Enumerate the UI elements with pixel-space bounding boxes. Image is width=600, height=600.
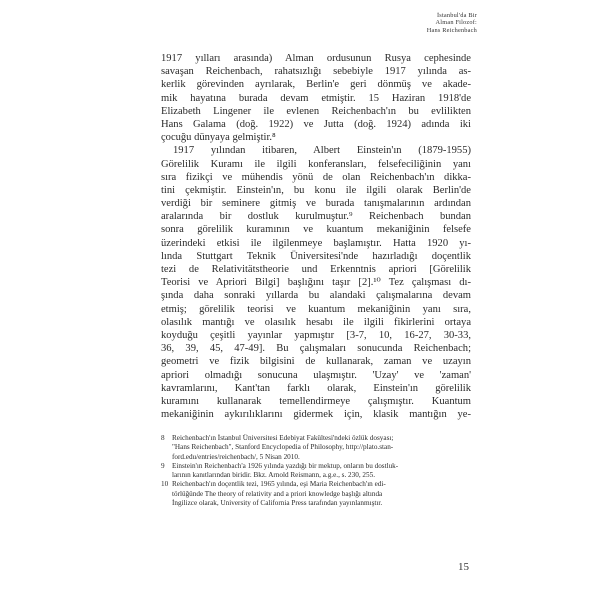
footnote-line: törlüğünde The theory of relativity and a priori knowledge başlığı altında — [172, 489, 383, 498]
text-line: Hans Galama (doğ. 1922) ve Jutta (doğ. 1924) adında iki — [161, 118, 471, 130]
page-number: 15 — [458, 561, 469, 573]
text-line: mekaniğinin aykırılıklarını gidermek için, klasik mantığın ye- — [161, 409, 471, 421]
footnotes — [161, 434, 471, 508]
footnote — [161, 434, 471, 462]
text-line: çocuğu dünyaya gelmiştir.⁸ — [161, 132, 276, 144]
text-line: olasılık mantığı ve olasılık hesabı ile ilgili fikirlerini ortaya — [161, 316, 471, 328]
running-header-line: İstanbul'da Bir — [437, 12, 477, 19]
text-line: verdiği bir seminere gitmiş ve burada tanışmalarının ardından — [161, 198, 471, 210]
text-line: geometri ve fizik bilgisini de kullanarak, zaman ve uzayın — [161, 356, 471, 368]
running-header — [427, 12, 477, 34]
footnote — [161, 462, 471, 481]
footnote-line: İngilizce olarak, University of California Press tarafından yayınlanmıştır. — [172, 499, 383, 508]
footnote-line: larının kanıtlarından biridir. Bkz. Arnold Reismann, a.g.e., s. 230, 255. — [172, 471, 376, 480]
text-line: kerlik görevinden ayrılarak, Berlin'e geri dönmüş ve akade- — [161, 79, 471, 91]
text-line: sıra fizikçi ve mühendis yönü de olan Reichenbach'ın dikka- — [161, 171, 471, 183]
text-line: Görelilik Kuramı ile ilgili konferansları, felsefeciliğinin yanı — [161, 158, 471, 170]
body-text — [161, 52, 471, 421]
footnote-line: ford.edu/entries/reichenbach/, 5 Nisan 2010. — [172, 452, 300, 461]
text-line: apriori olmadığı sonucuna ulaşmıştır. 'Uzay' ve 'zaman' — [161, 369, 471, 381]
text-line: 1917 yılından itibaren, Albert Einstein'ın (1879-1955) — [173, 145, 471, 157]
footnote-line: "Hans Reichenbach", Stanford Encyclopedia of Philosophy, http://plato.stan- — [172, 443, 394, 452]
footnote — [161, 480, 471, 508]
text-line: savaşan Reichenbach, rahatsızlığı sebebiyle 1917 yılında as- — [161, 66, 471, 78]
text-line: üzerindeki etkisi ile ilgilenmeye başlamıştır. Hatta 1920 yı- — [161, 237, 471, 249]
text-line: Elizabeth Lingener ile evlenen Reichenbach'ın bu evlilikten — [161, 105, 471, 117]
footnote-line: Reichenbach'ın doçentlik tezi, 1965 yılında, eşi Maria Reichenbach'ın edi- — [172, 480, 386, 489]
text-line: kuramını kullanarak temellendirmeye çalışmıştır. Kuantum — [161, 395, 471, 407]
text-line: Teorisi ve Apriori Bilgi] başlığını taşır [2].¹⁰ Tez çalışması dı- — [161, 277, 471, 289]
text-line: koyduğu çeşitli yayınlar yapmıştır [3-7, 10, 16-27, 30-33, — [161, 329, 471, 341]
text-line: şında daha sonraki yıllarda bu alandaki çalışmalarına devam — [161, 290, 471, 302]
running-header-line: Hans Reichenbach — [426, 26, 477, 34]
footnote-line: Einstein'ın Reichenbach'a 1926 yılında yazdığı bir mektup, onların bu dostluk- — [172, 461, 399, 470]
text-line: tezi de Relativitätstheorie und Erkenntnis apriori [Görelilik — [161, 264, 471, 275]
text-line: 36, 39, 45, 47-49]. Bu çalışmaları sonucunda Reichenbach; — [161, 343, 471, 355]
text-line: aralarında bir dostluk kurulmuştur.⁹ Reichenbach bundan — [161, 211, 471, 223]
text-line: mik hayatına burada devam etmiştir. 15 Haziran 1918'de — [161, 92, 471, 104]
text-line: sonra görelilik kuramının ve kuantum mekaniğinin felsefe — [161, 224, 471, 236]
footnote-line: Reichenbach'ın İstanbul Üniversitesi Edebiyat Fakültesi'ndeki özlük dosyası; — [172, 434, 394, 442]
footnote-number: 8 — [161, 434, 165, 442]
footnote-number: 10 — [161, 480, 169, 489]
text-line: tini çekmiştir. Einstein'ın, bu konu ile ilgili olarak Berlin'de — [161, 184, 471, 196]
text-line: kavramlarını, Kant'tan farklı olarak, Einstein'ın görelilik — [161, 382, 471, 394]
footnote-number: 9 — [161, 461, 165, 470]
text-line: etmiş; görelilik teorisi ve kuantum mekaniğinin yanı sıra, — [161, 303, 471, 315]
running-header-line: Alman Filozof: — [435, 19, 477, 27]
text-line: 1917 yılları arasında) Alman ordusunun Rusya cephesinde — [161, 53, 471, 64]
text-line: lında Stuttgart Teknik Üniversitesi'nde hazırladığı doçentlik — [161, 250, 471, 262]
